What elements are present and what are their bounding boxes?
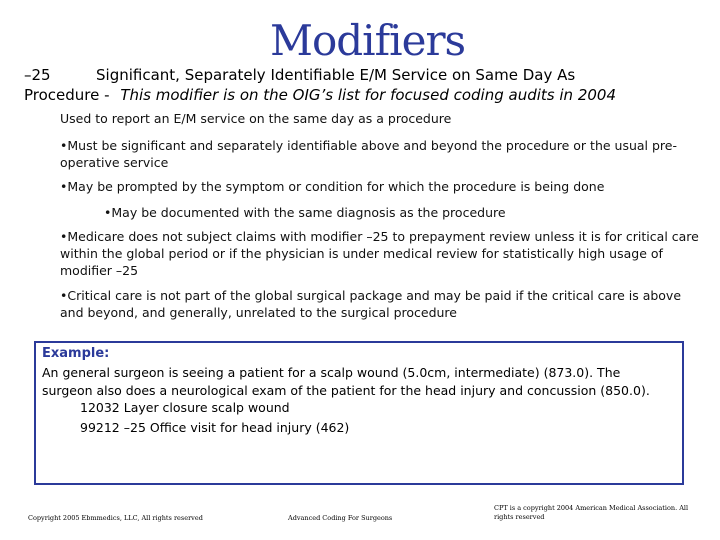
footer-course: Advanced Coding For Surgeons [288,514,393,522]
procedure-line [24,86,616,104]
procedure-word: Procedure - [24,86,110,104]
example-code-1: 12032 Layer closure scalp wound [80,400,290,415]
example-text: An general surgeon is seeing a patient for a scalp wound (5.0cm, intermediate) (873.0). The surgeon also does a neurological exam of the patient for the head injury and concussion (850.0). [42,365,650,398]
modifier-code: –25 [24,66,51,84]
slide-title: Modifiers [270,16,466,65]
bullet-5: •Medicare does not subject claims with modifier –25 to prepayment review unless it is for critical care within the global period or if the physician is under medical review for statistically high usage of modifier –25 [60,229,699,278]
bullet-2: •Must be significant and separately identifiable above and beyond the procedure or the usual pre-operative service [60,138,677,170]
bullet-6: •Critical care is not part of the global surgical package and may be paid if the critical care is above and beyond, and generally, unrelated to the surgical procedure [60,288,682,320]
example-label: Example: [42,346,110,361]
footer-cpt: CPT is a copyright 2004 American Medical Association. All rights reserved [494,504,689,521]
modifier-title: Significant, Separately Identifiable E/M Service on Same Day As [96,66,576,84]
footer-copyright: Copyright 2005 Ebmmedics, LLC, All rights reserved [28,514,203,522]
oig-note: This modifier is on the OIG’s list for focused coding audits in 2004 [120,86,616,104]
example-code-2: 99212 –25 Office visit for head injury (462) [80,420,350,435]
bullet-4: •May be documented with the same diagnosis as the procedure [104,205,506,220]
bullet-1: Used to report an E/M service on the same day as a procedure [60,111,452,126]
bullet-3: •May be prompted by the symptom or condition for which the procedure is being done [60,179,605,194]
